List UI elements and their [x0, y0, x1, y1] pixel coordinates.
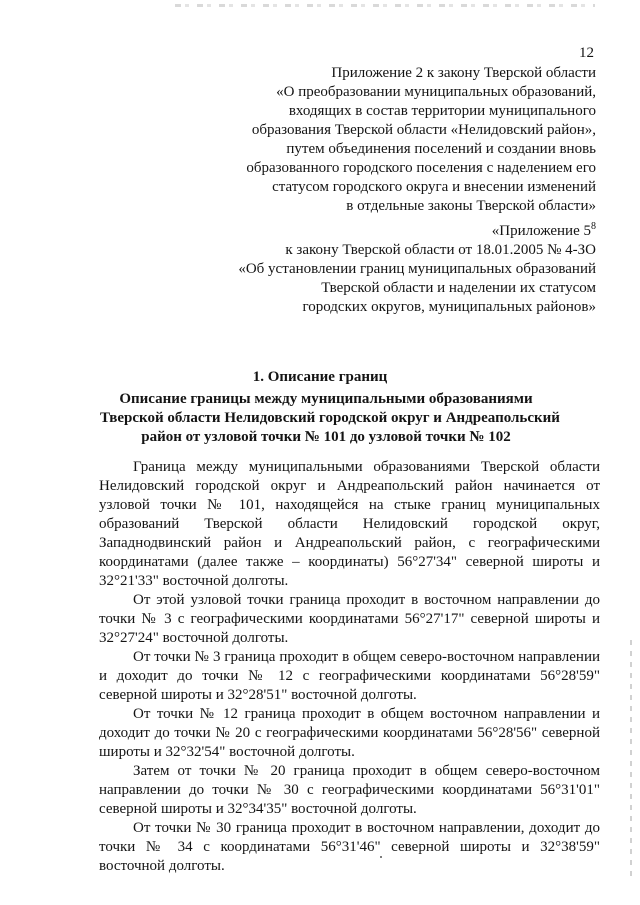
annex-header-line: входящих в состав территории муниципального — [288, 103, 596, 119]
annex-header-line: путем объединения поселений и создании вновь — [286, 141, 596, 157]
boundary-heading-line: район от узловой точки № 101 до узловой точки № 102 — [141, 429, 511, 445]
scan-artifact-right — [630, 640, 632, 880]
annex-reference-line: городских округов, муниципальных районов» — [302, 299, 596, 315]
boundary-heading-line: Описание границы между муниципальными образованиями — [119, 391, 533, 407]
annex-reference-line: «Об установлении границ муниципальных образований — [238, 261, 596, 277]
paragraph: От точки № 3 граница проходит в общем северо-восточном направлении и доходит до точки № 12 с географическими координатами 56°28'59" северной широты и 32°28'51" восточной долготы. — [99, 649, 600, 703]
paragraph: От этой узловой точки граница проходит в восточном направлении до точки № 3 с географическими координатами 56°27'17" северной широты и 32°27'24" восточной долготы. — [99, 592, 600, 646]
annex-header-line: образования Тверской области «Нелидовский район», — [251, 122, 596, 138]
annex-reference-line: Тверской области и наделении их статусом — [321, 280, 596, 296]
annex-reference-title-sup: 8 — [591, 221, 596, 232]
annex-header — [246, 64, 596, 216]
annex-reference-title — [238, 222, 596, 241]
boundary-heading-line: Тверской области Нелидовский городской округ и Андреапольский — [100, 410, 560, 426]
annex-reference-line: к закону Тверской области от 18.01.2005 № 4-ЗО — [285, 242, 596, 258]
page-number: 12 — [579, 45, 594, 61]
annex-header-line: «О преобразовании муниципальных образований, — [276, 84, 596, 100]
annex-reference-title-text: «Приложение 5 — [491, 223, 591, 239]
paragraph: Затем от точки № 20 граница проходит в общем северо-восточном направлении до точки № 30 с географическими координатами 56°31'01" северной широты и 32°34'35" восточной долготы. — [99, 763, 600, 817]
annex-header-line: в отдельные законы Тверской области» — [346, 198, 596, 214]
paragraph: Граница между муниципальными образованиями Тверской области Нелидовский городской округ и Андреапольский район начинается от узловой точки № 101, находящейся на стыке границ муниципальных образований Тверской области Нелидовский городской округ, Западнодвинский район и Андреапольский район, с географическими координатами (далее также – координаты) 56°27'34" северной широты и 32°21'33" восточной долготы. — [99, 459, 600, 589]
paragraph: От точки № 30 граница проходит в восточном направлении, доходит до точки № 34 с координатами 56°31'46" северной широты и 32°38'59" восточной долготы. — [99, 820, 600, 874]
paragraph: От точки № 12 граница проходит в общем восточном направлении и доходит до точки № 20 с географическими координатами 56°28'56" северной широты и 32°32'54" восточной долготы. — [99, 706, 600, 760]
scan-artifact-top — [175, 4, 595, 7]
annex-header-line: образованного городского поселения с наделением его — [246, 160, 596, 176]
scan-speck — [380, 856, 382, 858]
annex-header-line: статусом городского округа и внесении изменений — [272, 179, 596, 195]
annex-header-line: Приложение 2 к закону Тверской области — [331, 65, 596, 81]
annex-reference — [238, 222, 596, 317]
section-title: 1. Описание границ — [252, 369, 388, 385]
boundary-description — [99, 458, 600, 876]
boundary-heading — [100, 390, 560, 447]
